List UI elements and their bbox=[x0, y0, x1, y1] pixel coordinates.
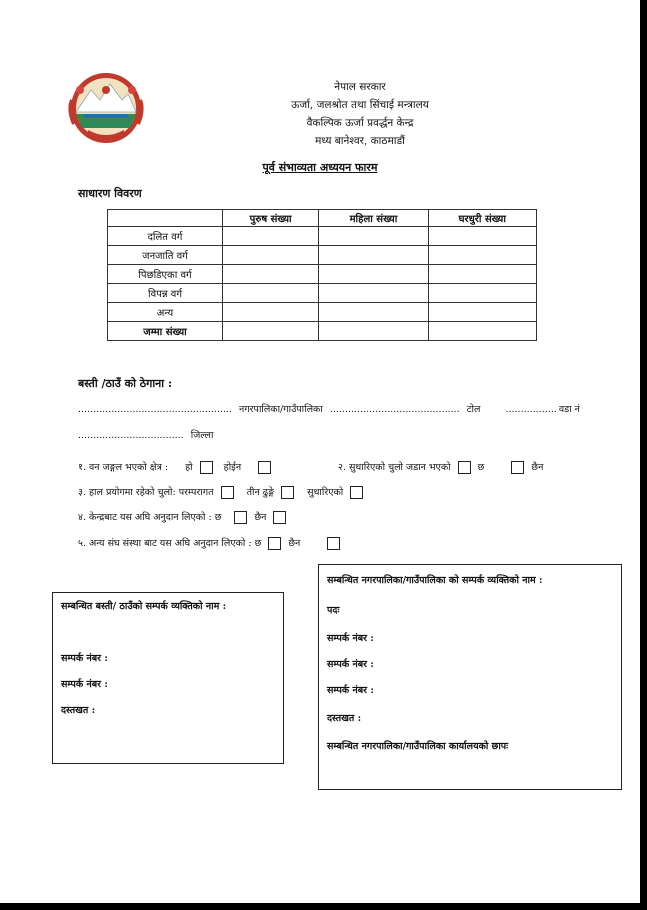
center-grant-yes-checkbox[interactable] bbox=[234, 511, 247, 524]
cell-input[interactable] bbox=[428, 322, 536, 341]
table-row bbox=[108, 227, 537, 246]
post-field[interactable]: पदः bbox=[327, 605, 340, 616]
municipality-contact-title: सम्बन्धित नगरपालिका/गाउँपालिका को सम्पर्क व्यक्तिको नाम : bbox=[327, 575, 543, 586]
cell-input[interactable] bbox=[223, 227, 319, 246]
settlement-signature[interactable]: दस्तखत : bbox=[61, 705, 96, 716]
stove-no-checkbox[interactable] bbox=[511, 461, 524, 474]
question-text: ४. केन्द्रबाट यस अघि अनुदान लिएको : छ bbox=[78, 512, 222, 523]
address-dots[interactable]: ................................................... bbox=[78, 404, 233, 415]
district-dots[interactable]: ................................... bbox=[78, 430, 184, 441]
header-line-2: ऊर्जा, जलश्रोत तथा सिंचाई मन्त्रालय bbox=[291, 99, 429, 111]
cell-input[interactable] bbox=[319, 227, 428, 246]
cell-input[interactable] bbox=[223, 265, 319, 284]
three-stone-checkbox[interactable] bbox=[281, 486, 294, 499]
cell-input[interactable] bbox=[428, 303, 536, 322]
nepal-emblem-icon bbox=[66, 70, 146, 146]
row-label-poor: विपन्न वर्ग bbox=[108, 284, 223, 303]
settlement-contact-number-1[interactable]: सम्पर्क नंबर : bbox=[61, 653, 108, 664]
option-label: छ bbox=[477, 462, 485, 473]
row-label-other: अन्य bbox=[108, 303, 223, 322]
cell-input[interactable] bbox=[428, 246, 536, 265]
cell-input[interactable] bbox=[223, 322, 319, 341]
question-stove-type bbox=[78, 485, 367, 499]
option-label: तीन ढुङ्गे bbox=[246, 487, 275, 498]
question-text: २. सुधारिएको चुलो जडान भएको bbox=[338, 462, 451, 473]
tole-label: टोल bbox=[466, 404, 481, 415]
header-line-1: नेपाल सरकार bbox=[334, 81, 386, 93]
question-stove-installed bbox=[338, 460, 543, 474]
office-stamp-field[interactable]: सम्बन्धित नगरपालिका/गाउँपालिका कार्यालयको छापः bbox=[327, 741, 509, 752]
option-label: होईन bbox=[223, 462, 242, 473]
table-row bbox=[108, 284, 537, 303]
option-label: सुधारिएको bbox=[307, 487, 344, 498]
settlement-contact-box bbox=[52, 592, 284, 764]
population-table bbox=[107, 209, 537, 341]
cell-input[interactable] bbox=[319, 246, 428, 265]
cell-input[interactable] bbox=[223, 284, 319, 303]
improved-stove-checkbox[interactable] bbox=[350, 486, 363, 499]
municipality-contact-number-1[interactable]: सम्पर्क नंबर : bbox=[327, 633, 374, 644]
table-row bbox=[108, 246, 537, 265]
table-header-row bbox=[108, 210, 537, 227]
header-line-3: वैकल्पिक ऊर्जा प्रवर्द्धन केन्द्र bbox=[306, 117, 414, 129]
general-section-label: साधारण विवरण bbox=[78, 187, 142, 200]
stove-yes-checkbox[interactable] bbox=[458, 461, 471, 474]
cell-input[interactable] bbox=[319, 265, 428, 284]
settlement-contact-title: सम्बन्धित बस्ती/ ठाउँको सम्पर्क व्यक्तिको नाम : bbox=[61, 601, 227, 612]
address-dots[interactable]: ................. bbox=[505, 404, 557, 415]
option-label: छैन bbox=[531, 462, 544, 473]
question-other-grant bbox=[78, 536, 344, 550]
forest-no-checkbox[interactable] bbox=[258, 461, 271, 474]
form-title bbox=[0, 160, 640, 175]
question-text: ३. हाल प्रयोगमा रहेको चुलो: परम्परागत bbox=[78, 487, 214, 498]
address-dots[interactable]: ........................................... bbox=[329, 404, 460, 415]
table-row bbox=[108, 322, 537, 341]
municipality-contact-number-3[interactable]: सम्पर्क नंबर : bbox=[327, 685, 374, 696]
address-line-2 bbox=[78, 428, 213, 441]
option-label: छैन bbox=[254, 512, 267, 523]
header-line-4: मध्य बानेश्वर, काठमाडौं bbox=[315, 135, 405, 147]
cell-input[interactable] bbox=[428, 265, 536, 284]
question-text: १. वन जङ्गल भएको क्षेत्र : bbox=[78, 462, 169, 473]
cell-input[interactable] bbox=[319, 284, 428, 303]
row-label-dalit: दलित वर्ग bbox=[108, 227, 223, 246]
row-label-backward: पिछडिएका वर्ग bbox=[108, 265, 223, 284]
option-label: छैन bbox=[288, 538, 301, 549]
cell-input[interactable] bbox=[428, 227, 536, 246]
municipality-contact-box bbox=[318, 564, 622, 790]
municipality-signature[interactable]: दस्तखत : bbox=[327, 713, 362, 724]
address-section-label: बस्ती /ठाउँ को ठेगाना : bbox=[78, 377, 173, 390]
cell-input[interactable] bbox=[319, 322, 428, 341]
form-title-text: पूर्व संभाव्यता अध्ययन फारम bbox=[262, 161, 378, 174]
row-label-janajati: जनजाति वर्ग bbox=[108, 246, 223, 265]
table-row bbox=[108, 303, 537, 322]
table-row bbox=[108, 265, 537, 284]
column-header-male: पुरुष संख्या bbox=[223, 210, 319, 227]
other-grant-no-checkbox[interactable] bbox=[327, 537, 340, 550]
column-header-household: घरधुरी संख्या bbox=[428, 210, 536, 227]
table-header-corner bbox=[108, 210, 223, 227]
cell-input[interactable] bbox=[319, 303, 428, 322]
cell-input[interactable] bbox=[428, 284, 536, 303]
office-header bbox=[250, 78, 470, 150]
column-header-female: महिला संख्या bbox=[319, 210, 428, 227]
option-label: हो bbox=[185, 462, 193, 473]
ward-label: वडा नं bbox=[558, 404, 580, 415]
other-grant-yes-checkbox[interactable] bbox=[268, 537, 281, 550]
question-center-grant bbox=[78, 510, 290, 524]
municipality-contact-number-2[interactable]: सम्पर्क नंबर : bbox=[327, 659, 374, 670]
settlement-contact-number-2[interactable]: सम्पर्क नंबर : bbox=[61, 679, 108, 690]
question-forest bbox=[78, 460, 275, 474]
cell-input[interactable] bbox=[223, 246, 319, 265]
cell-input[interactable] bbox=[223, 303, 319, 322]
municipality-label: नगरपालिका/गाउँपालिका bbox=[239, 404, 323, 415]
traditional-stove-checkbox[interactable] bbox=[221, 486, 234, 499]
district-label: जिल्ला bbox=[190, 430, 214, 441]
row-label-total: जम्मा संख्या bbox=[108, 322, 223, 341]
question-text: ५. अन्य संघ संस्था बाट यस अघि अनुदान लिएको : छ bbox=[78, 538, 262, 549]
center-grant-no-checkbox[interactable] bbox=[273, 511, 286, 524]
forest-yes-checkbox[interactable] bbox=[200, 461, 213, 474]
address-line-1 bbox=[78, 402, 580, 415]
